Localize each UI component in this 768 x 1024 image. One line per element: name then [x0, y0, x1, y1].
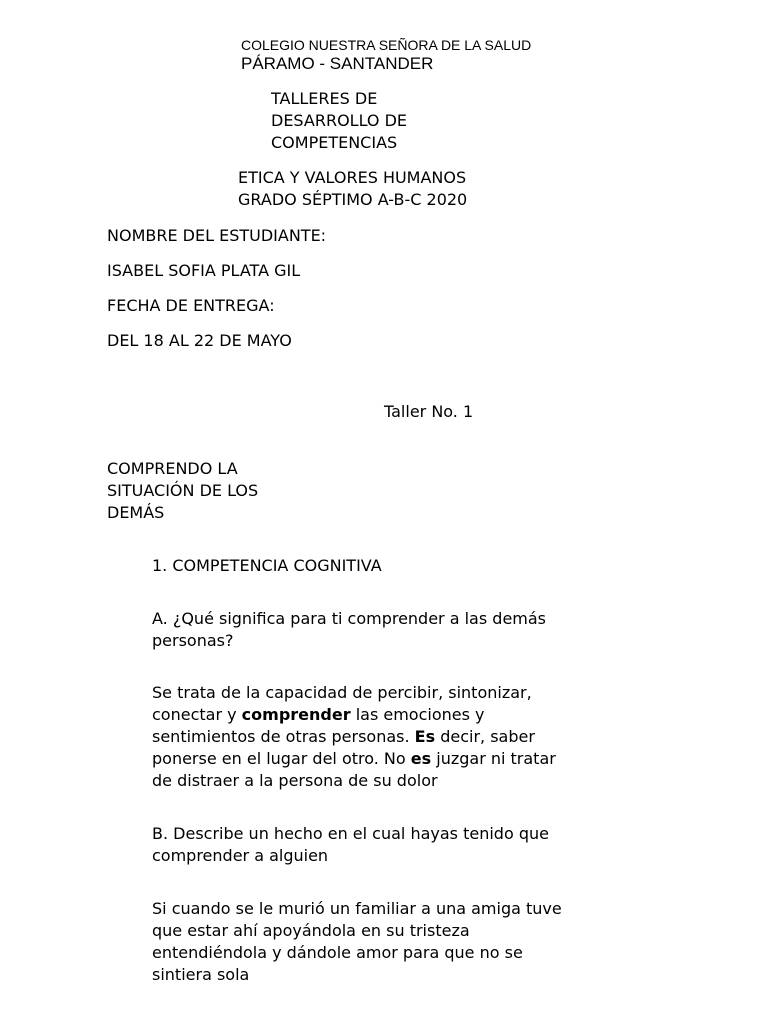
answer-a-line — [152, 704, 556, 726]
answer-a-line: de distraer a la persona de su dolor — [152, 771, 438, 790]
answer-b-line: que estar ahí apoyándola en su tristeza — [152, 921, 470, 940]
answer-a-bold-word: es — [410, 749, 432, 768]
unit-title-line: SITUACIÓN DE LOS — [107, 481, 259, 500]
answer-b — [152, 898, 562, 986]
answer-a-bold-word: comprender — [241, 705, 351, 724]
subject-name: ETICA Y VALORES HUMANOS — [238, 168, 467, 187]
unit-title-line: DEMÁS — [107, 503, 165, 522]
workshops-title — [271, 88, 407, 154]
workshops-title-line: DESARROLLO DE — [271, 111, 408, 130]
question-a-line: personas? — [152, 631, 234, 650]
answer-a-line — [152, 748, 556, 770]
question-b-line: comprender a alguien — [152, 846, 329, 865]
question-b-line: B. Describe un hecho en el cual hayas tenido que — [152, 824, 549, 843]
subject-block — [238, 167, 467, 211]
competence-heading: 1. COMPETENCIA COGNITIVA — [152, 556, 382, 575]
answer-b-line: sintiera sola — [152, 965, 250, 984]
answer-a-line — [152, 726, 556, 748]
unit-title — [107, 458, 258, 524]
student-name-value: ISABEL SOFIA PLATA GIL — [107, 261, 301, 280]
grade-line: GRADO SÉPTIMO A-B-C 2020 — [238, 190, 468, 209]
question-a-line: A. ¿Qué significa para ti comprender a las demás — [152, 609, 547, 628]
answer-b-line: entendiéndola y dándole amor para que no se — [152, 943, 523, 962]
student-name-label: NOMBRE DEL ESTUDIANTE: — [107, 226, 327, 245]
answer-a-text: juzgar ni tratar — [431, 749, 556, 768]
workshop-number: Taller No. 1 — [384, 402, 474, 421]
answer-a-text: ponerse en el lugar del otro. No — [152, 749, 411, 768]
workshops-title-line: TALLERES DE — [271, 89, 378, 108]
answer-a-text: conectar y — [152, 705, 242, 724]
question-a — [152, 608, 546, 652]
answer-a-text: las emociones y — [350, 705, 485, 724]
answer-a — [152, 682, 556, 792]
workshops-title-line: COMPETENCIAS — [271, 133, 398, 152]
answer-b-line: Si cuando se le murió un familiar a una amiga tuve — [152, 899, 562, 918]
answer-a-text: decir, saber — [435, 727, 535, 746]
delivery-date-label: FECHA DE ENTREGA: — [107, 296, 275, 315]
answer-a-line: Se trata de la capacidad de percibir, sintonizar, — [152, 683, 532, 702]
answer-a-text: sentimientos de otras personas. — [152, 727, 415, 746]
school-name: COLEGIO NUESTRA SEÑORA DE LA SALUD — [241, 37, 532, 53]
school-region: PÁRAMO - SANTANDER — [241, 54, 434, 73]
answer-a-bold-word: Es — [414, 727, 436, 746]
unit-title-line: COMPRENDO LA — [107, 459, 238, 478]
delivery-date-value: DEL 18 AL 22 DE MAYO — [107, 331, 292, 350]
question-b — [152, 823, 549, 867]
